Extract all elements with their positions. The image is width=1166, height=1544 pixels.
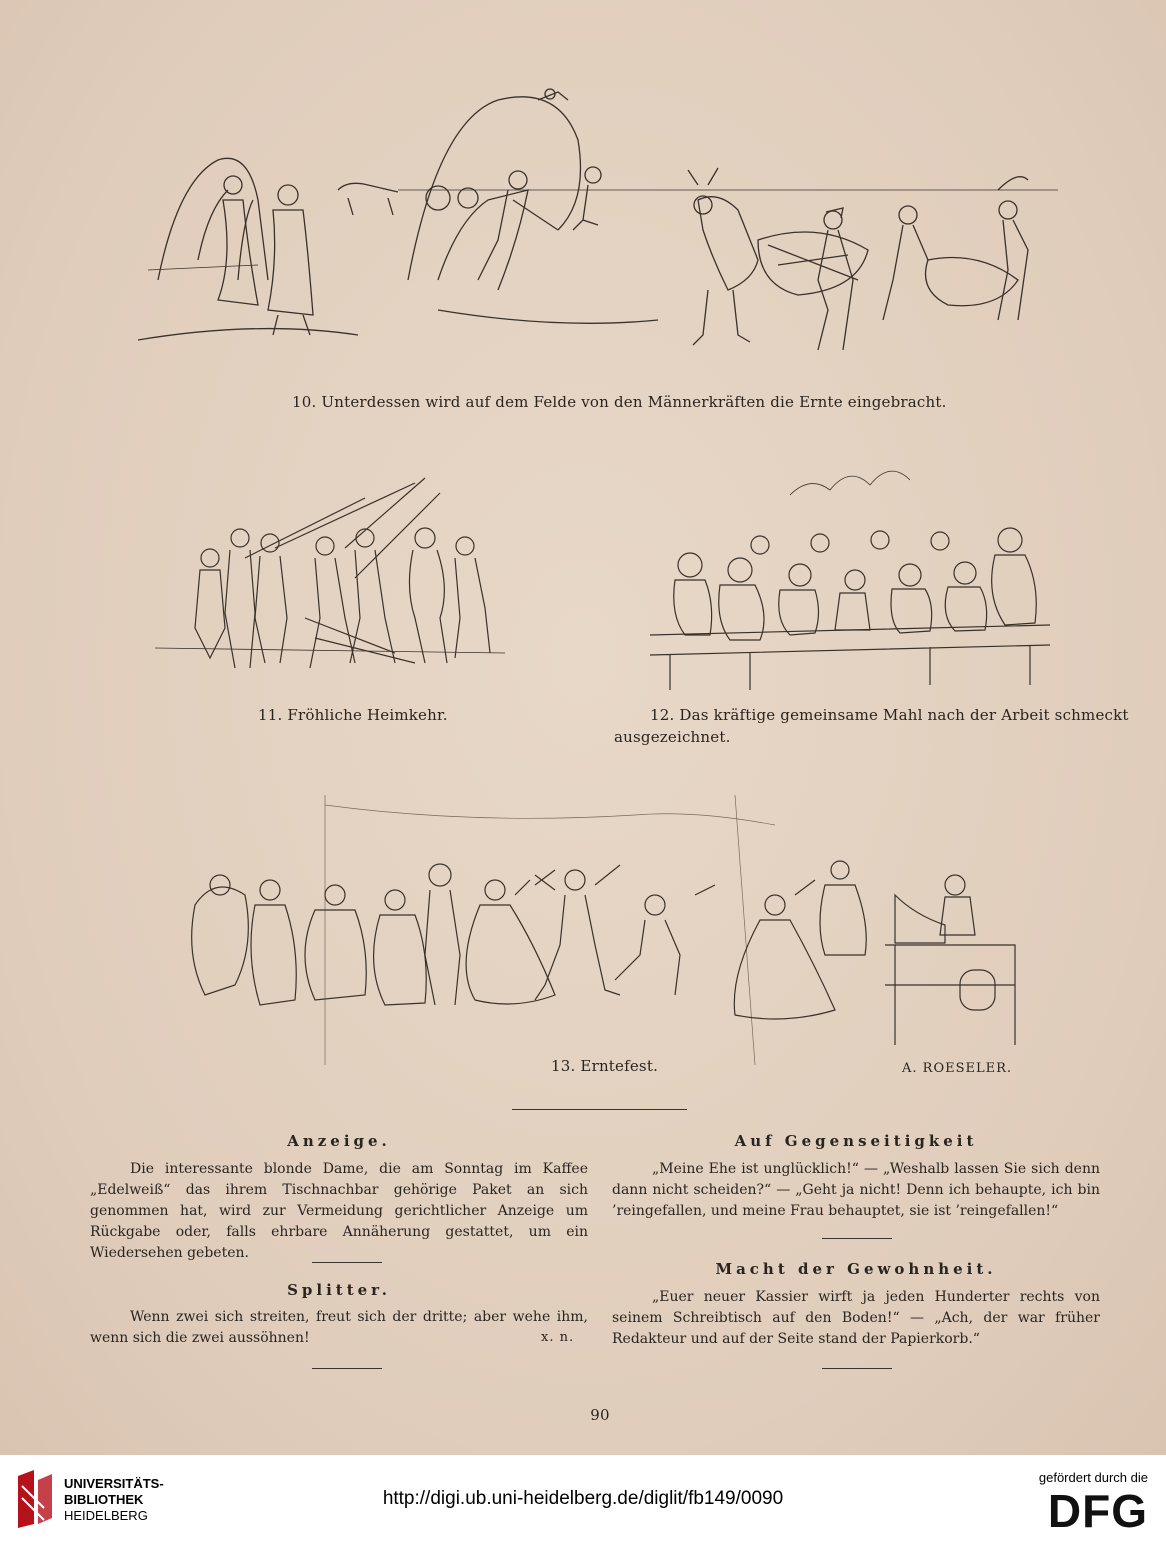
dfg-logo: DFG: [1047, 1485, 1148, 1537]
gegenseitigkeit-heading: Auf Gegenseitigkeit: [734, 1132, 978, 1150]
gegenseitigkeit-body: „Meine Ehe ist unglücklich!“ — „Weshalb lassen Sie sich denn dann nicht scheiden?“ — „Geht ja nicht! Denn ich behaupte, ich bin ’reingefallen, und meine Frau behauptet, sie ist ’reingefallen!“: [612, 1161, 1100, 1219]
gewohnheit-text: [612, 1287, 1100, 1350]
splitter-signature: x. n.: [541, 1330, 575, 1345]
caption-13: 13. Erntefest.: [551, 1057, 659, 1075]
permalink-url[interactable]: http://digi.ub.uni-heidelberg.de/diglit/fb149/0090: [382, 1488, 784, 1509]
right-divider-2: [822, 1368, 892, 1369]
funding-label: gefördert durch die: [1038, 1470, 1148, 1485]
caption-12-line2: ausgezeichnet.: [614, 728, 731, 746]
illustration-homecoming: [155, 438, 515, 698]
library-name-line2: BIBLIOTHEK: [64, 1492, 144, 1507]
caption-11: 11. Fröhliche Heimkehr.: [258, 706, 448, 724]
illustration-harvest-field: [138, 80, 1068, 380]
left-divider-1: [312, 1262, 382, 1263]
splitter-heading: Splitter.: [287, 1281, 391, 1299]
illustrator-signature: A. ROESELER.: [902, 1061, 1013, 1076]
caption-12-line1: 12. Das kräftige gemeinsame Mahl nach der Arbeit schmeckt: [650, 706, 1129, 724]
splitter-body: Wenn zwei sich streiten, freut sich der dritte; aber wehe ihm, wenn sich die zwei aussöhnen!: [90, 1309, 588, 1346]
section-divider: [512, 1109, 687, 1110]
caption-10: 10. Unterdessen wird auf dem Felde von den Männerkräften die Ernte eingebracht.: [292, 393, 947, 411]
splitter-text: [90, 1307, 588, 1349]
left-divider-2: [312, 1368, 382, 1369]
gewohnheit-heading: Macht der Gewohnheit.: [715, 1260, 997, 1278]
library-name-line1: UNIVERSITÄTS-: [64, 1476, 164, 1491]
illustration-communal-meal: [630, 455, 1080, 700]
page-number: 90: [590, 1406, 610, 1424]
anzeige-text: [90, 1159, 588, 1264]
anzeige-heading: Anzeige.: [287, 1132, 391, 1150]
illustration-harvest-festival: [175, 785, 1025, 1065]
gewohnheit-body: „Euer neuer Kassier wirft ja jeden Hunderter rechts von seinem Schreibtisch auf den Boden!“ — „Ach, der war früher Redakteur und auf der Seite stand der Papierkorb.“: [612, 1289, 1100, 1347]
right-divider-1: [822, 1238, 892, 1239]
gegenseitigkeit-text: [612, 1159, 1100, 1222]
library-name-line3: HEIDELBERG: [64, 1508, 148, 1523]
anzeige-body: Die interessante blonde Dame, die am Sonntag im Kaffee „Edelweiß“ das ihrem Tischnachbar gehörige Paket an sich genommen hat, wird zur Vermeidung gerichtlicher Anzeige um Rückgabe oder, falls ehrbare Annäherung gestattet, um ein Wiedersehen gebeten.: [90, 1161, 588, 1261]
